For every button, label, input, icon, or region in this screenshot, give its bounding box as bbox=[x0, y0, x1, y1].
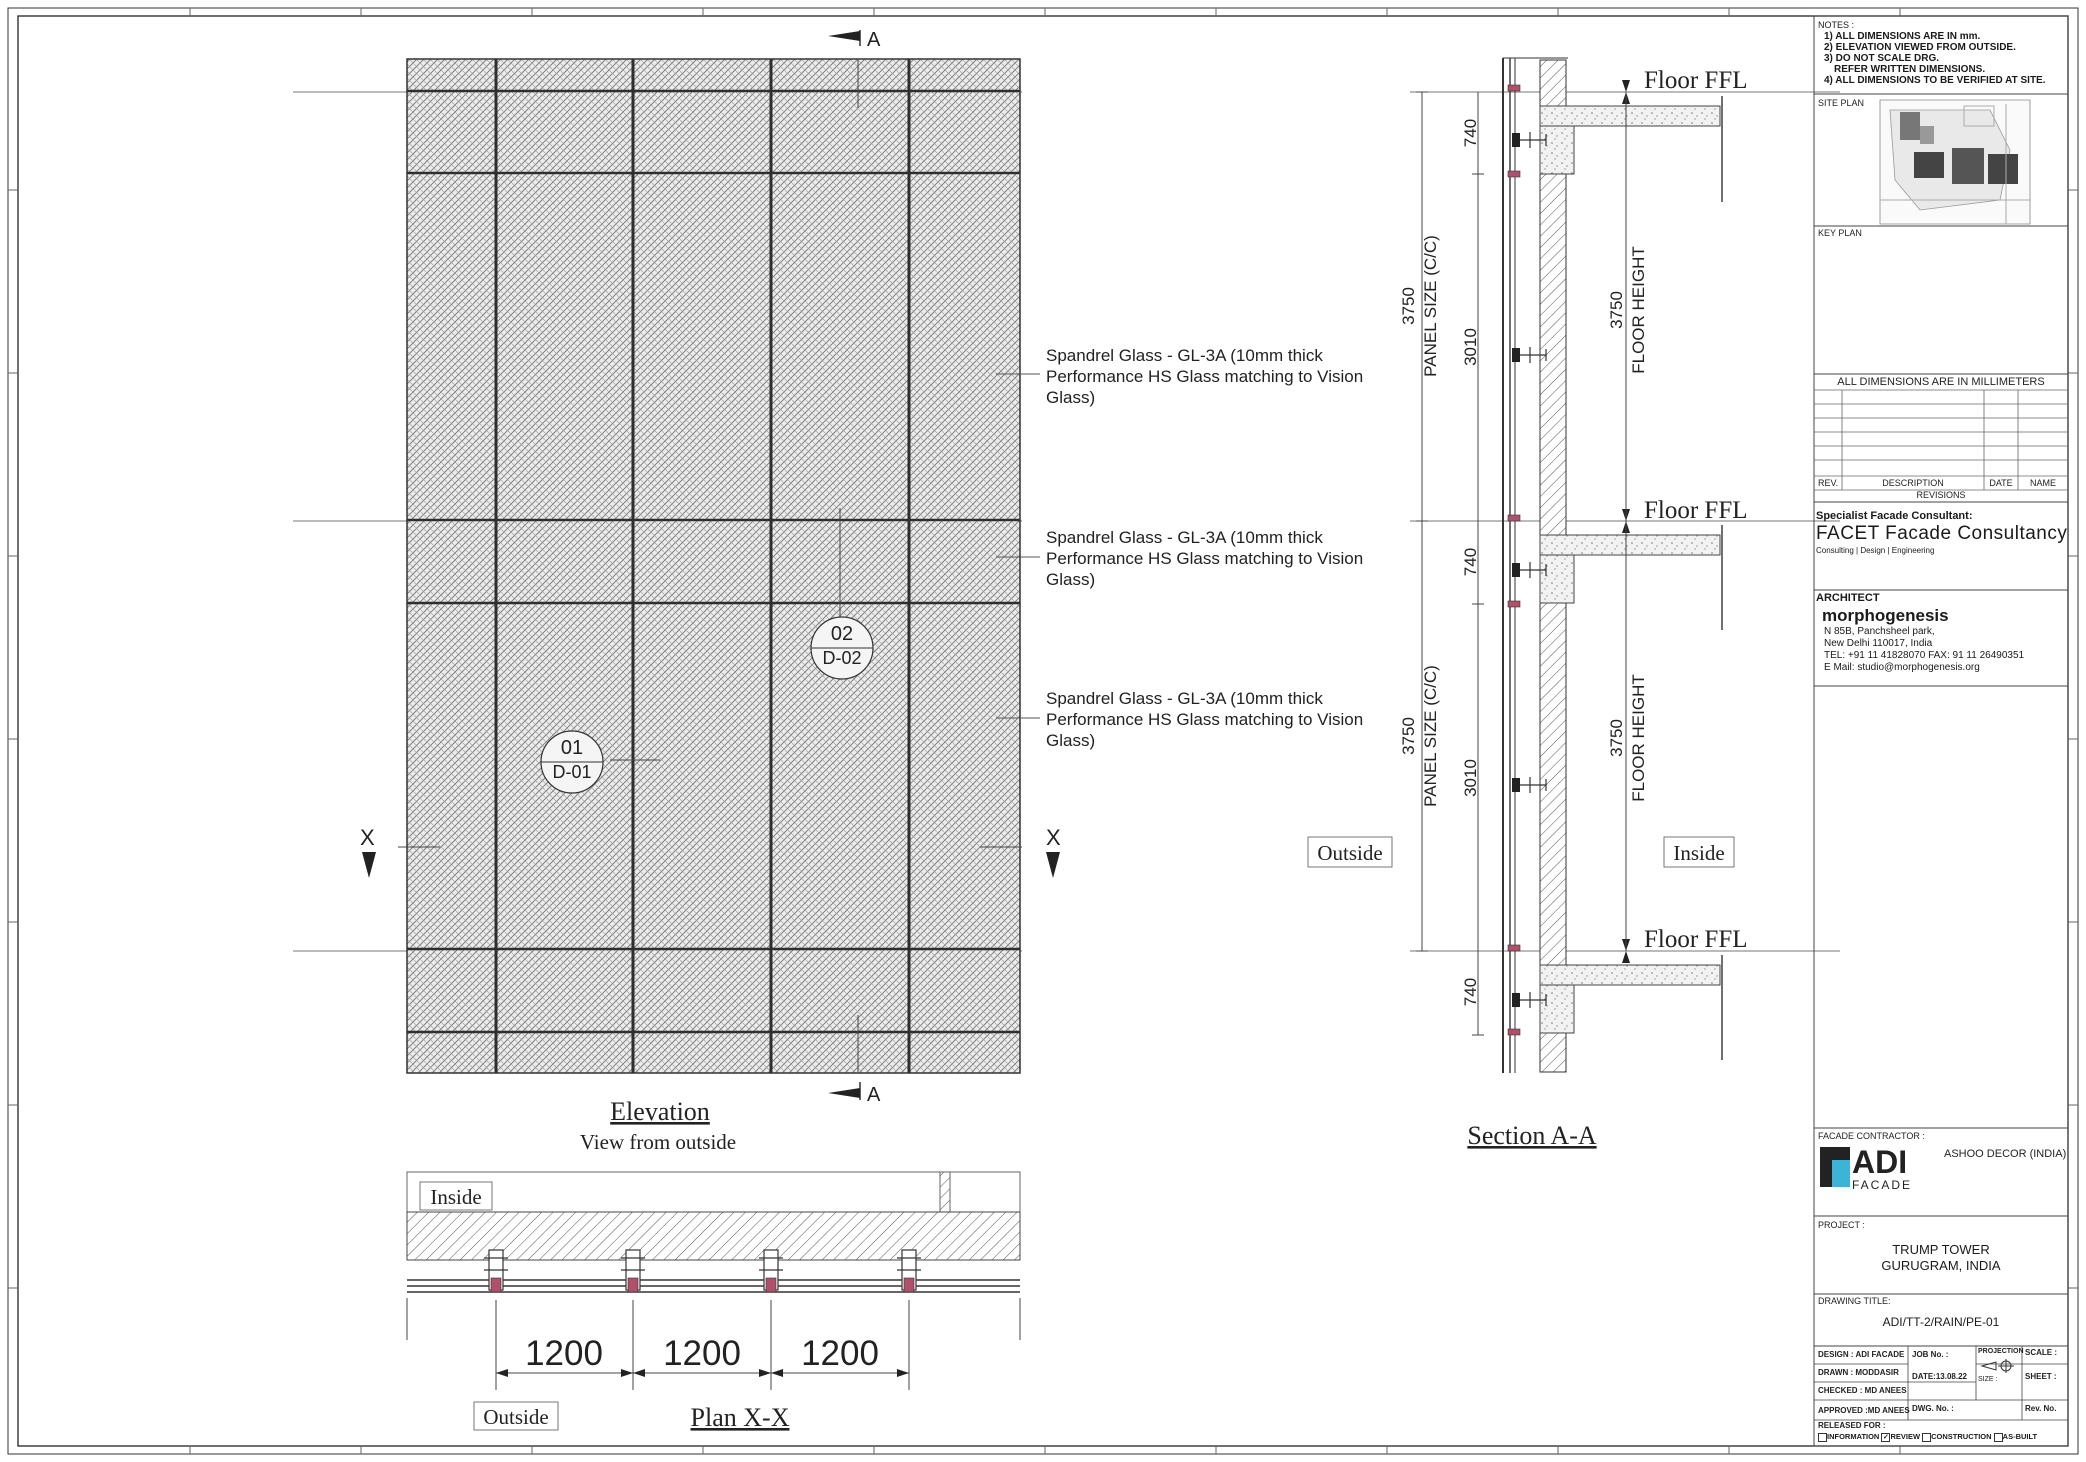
section-view bbox=[1308, 58, 1840, 1150]
release-option-label: AS-BUILT bbox=[2002, 1432, 2038, 1441]
drawing-title-label: DRAWING TITLE: bbox=[1818, 1296, 1891, 1306]
elevation-subtitle: View from outside bbox=[579, 1130, 737, 1154]
dim-floor-height: 3750 bbox=[1607, 291, 1626, 329]
key-plan-label: KEY PLAN bbox=[1818, 228, 1862, 238]
elevation-panel-field bbox=[407, 59, 1020, 1073]
release-checkbox-review[interactable]: ✓ bbox=[1883, 1433, 1889, 1441]
revisions-title: REVISIONS bbox=[1916, 490, 1966, 500]
signoff-drawn: DRAWN : MODDASIR bbox=[1818, 1368, 1899, 1377]
glass-note-line: Glass) bbox=[1046, 388, 1096, 407]
elevation-view bbox=[293, 29, 1363, 1154]
callout-reference: D-01 bbox=[552, 762, 592, 782]
note-item: 4) ALL DIMENSIONS TO BE VERIFIED AT SITE. bbox=[1824, 75, 2046, 86]
glass-note-line: Glass) bbox=[1046, 731, 1096, 750]
consultant-label: Specialist Facade Consultant: bbox=[1816, 510, 1973, 522]
signoff-sheet: SHEET : bbox=[2025, 1372, 2057, 1381]
drawing-title-value: ADI/TT-2/RAIN/PE-01 bbox=[1882, 1315, 2000, 1329]
dim-spandrel: 740 bbox=[1461, 118, 1480, 148]
release-checkbox-as-built[interactable] bbox=[1994, 1433, 2003, 1442]
section-title: Section A-A bbox=[1467, 1121, 1597, 1150]
architect-block bbox=[1816, 592, 2068, 674]
glass-note-2 bbox=[1046, 528, 1363, 589]
outside-label: Outside bbox=[1317, 841, 1383, 865]
signoff-design: DESIGN : ADI FACADE bbox=[1818, 1350, 1905, 1359]
detail-callout-01 bbox=[541, 731, 603, 793]
project-label: PROJECT : bbox=[1818, 1220, 1865, 1230]
signoff-job-no: JOB No. : bbox=[1912, 1350, 1949, 1359]
dim-floor-label: FLOOR HEIGHT bbox=[1629, 674, 1648, 802]
note-item: REFER WRITTEN DIMENSIONS. bbox=[1834, 64, 1986, 75]
notes-title: NOTES : bbox=[1818, 20, 1855, 30]
glass-note-line: Performance HS Glass matching to Vision bbox=[1046, 367, 1364, 386]
signoff-scale: SCALE : bbox=[2025, 1348, 2057, 1357]
plan-outside-label: Outside bbox=[483, 1405, 549, 1429]
section-a-marker-top bbox=[828, 29, 881, 51]
inside-label: Inside bbox=[1673, 841, 1725, 865]
dim-spandrel: 740 bbox=[1461, 977, 1480, 1007]
rev-header-rev: REV. bbox=[1818, 478, 1839, 488]
border-ticks bbox=[8, 8, 2078, 1454]
signoff-checked: CHECKED : MD ANEES bbox=[1818, 1386, 1907, 1395]
architect-line: E Mail: studio@morphogenesis.org bbox=[1824, 662, 1980, 673]
signoff-rev-no: Rev. No. bbox=[2025, 1404, 2057, 1413]
floor-slab bbox=[1540, 965, 1720, 1033]
release-checkbox-information[interactable] bbox=[1818, 1433, 1827, 1442]
section-marker-letter: A bbox=[867, 1084, 881, 1106]
glass-note-line: Spandrel Glass - GL-3A (10mm thick bbox=[1046, 689, 1323, 708]
floor-ffl-label: Floor FFL bbox=[1644, 497, 1748, 524]
architect-line: N 85B, Panchsheel park, bbox=[1824, 626, 1935, 637]
glass-note-line: Spandrel Glass - GL-3A (10mm thick bbox=[1046, 528, 1323, 547]
detail-callout-02 bbox=[811, 617, 873, 679]
signoff-date: DATE:13.08.22 bbox=[1912, 1372, 1967, 1381]
adi-logo-icon bbox=[1820, 1147, 1850, 1187]
section-a-marker-bottom bbox=[828, 1082, 881, 1106]
dim-floor-label: FLOOR HEIGHT bbox=[1629, 246, 1648, 374]
consultant-block bbox=[1816, 510, 2068, 555]
signoff-projection: PROJECTION bbox=[1978, 1348, 2024, 1355]
floor-slab bbox=[1540, 535, 1720, 603]
cut-x-marker-right bbox=[1046, 825, 1061, 878]
dim-panel-label: PANEL SIZE (C/C) bbox=[1421, 235, 1440, 377]
plan-spacing-dim: 1200 bbox=[663, 1334, 741, 1373]
release-option-label: CONSTRUCTION bbox=[1931, 1432, 1992, 1441]
callout-number: 02 bbox=[830, 623, 854, 645]
section-marker-letter: A bbox=[867, 29, 881, 51]
note-item: 2) ELEVATION VIEWED FROM OUTSIDE. bbox=[1824, 42, 2016, 53]
architect-line: TEL: +91 11 41828070 FAX: 91 11 26490351 bbox=[1824, 650, 2025, 661]
release-option-label: INFORMATION bbox=[1827, 1432, 1880, 1441]
dim-panel-size: 3750 bbox=[1399, 287, 1418, 325]
cut-marker-letter: X bbox=[360, 825, 375, 850]
plan-spacing-dim: 1200 bbox=[801, 1334, 879, 1373]
contractor-logo-text: ADI bbox=[1852, 1144, 1908, 1180]
dim-spandrel: 740 bbox=[1461, 547, 1480, 577]
glass-note-3 bbox=[1046, 689, 1363, 750]
project-line1: TRUMP TOWER bbox=[1892, 1242, 1990, 1257]
plan-spacing-dim: 1200 bbox=[525, 1334, 603, 1373]
projection-symbol-icon bbox=[1982, 1359, 2014, 1373]
notes-block bbox=[1818, 20, 2064, 86]
architect-label: ARCHITECT bbox=[1816, 592, 1880, 604]
signoff-approved: APPROVED :MD ANEES bbox=[1818, 1406, 1910, 1415]
glass-note-line: Glass) bbox=[1046, 570, 1096, 589]
plan-inside-label: Inside bbox=[430, 1185, 482, 1209]
units-note: ALL DIMENSIONS ARE IN MILLIMETERS bbox=[1837, 376, 2045, 388]
contractor-label: FACADE CONTRACTOR : bbox=[1818, 1131, 1925, 1141]
floor-ffl-label: Floor FFL bbox=[1644, 67, 1748, 94]
floor-ffl-label: Floor FFL bbox=[1644, 926, 1748, 953]
rev-header-date: DATE bbox=[1989, 478, 2013, 488]
note-item: 1) ALL DIMENSIONS ARE IN mm. bbox=[1824, 31, 1981, 42]
architect-line: New Delhi 110017, India bbox=[1824, 638, 1933, 649]
project-line2: GURUGRAM, INDIA bbox=[1881, 1258, 2001, 1273]
release-checkbox-construction[interactable] bbox=[1922, 1433, 1931, 1442]
signoff-dwg-no: DWG. No. : bbox=[1912, 1404, 1954, 1413]
revisions-table bbox=[1814, 390, 2068, 490]
consultant-tagline: Consulting | Design | Engineering bbox=[1816, 546, 1935, 555]
site-plan-thumbnail bbox=[1880, 100, 2030, 224]
consultant-name: FACET Facade Consultancy bbox=[1816, 523, 2068, 544]
callout-number: 01 bbox=[560, 737, 584, 759]
note-item: 3) DO NOT SCALE DRG. bbox=[1824, 53, 1940, 64]
dim-panel-label: PANEL SIZE (C/C) bbox=[1421, 665, 1440, 807]
rev-header-name: NAME bbox=[2029, 478, 2056, 488]
glass-note-1 bbox=[1046, 346, 1363, 407]
dim-panel-size: 3750 bbox=[1399, 717, 1418, 755]
rev-header-description: DESCRIPTION bbox=[1882, 478, 1944, 488]
signoff-size: SIZE : bbox=[1978, 1376, 1998, 1383]
floor-slab bbox=[1540, 106, 1720, 174]
elevation-title: Elevation bbox=[610, 1097, 710, 1126]
release-options bbox=[1818, 1432, 2068, 1442]
dim-vision: 3010 bbox=[1461, 759, 1480, 797]
release-option-label: REVIEW bbox=[1890, 1432, 1921, 1441]
glass-note-line: Performance HS Glass matching to Vision bbox=[1046, 549, 1364, 568]
released-for-label: RELEASED FOR : bbox=[1818, 1421, 1886, 1430]
sheet-border bbox=[8, 8, 2078, 1454]
glass-note-line: Spandrel Glass - GL-3A (10mm thick bbox=[1046, 346, 1323, 365]
cut-marker-letter: X bbox=[1046, 825, 1061, 850]
dim-floor-height: 3750 bbox=[1607, 719, 1626, 757]
dim-vision: 3010 bbox=[1461, 328, 1480, 366]
architect-name: morphogenesis bbox=[1822, 606, 1949, 625]
plan-title: Plan X-X bbox=[690, 1403, 790, 1432]
callout-reference: D-02 bbox=[822, 648, 862, 668]
contractor-company: ASHOO DECOR (INDIA) bbox=[1944, 1148, 2067, 1160]
cut-x-marker-left bbox=[360, 825, 376, 878]
glass-note-line: Performance HS Glass matching to Vision bbox=[1046, 710, 1364, 729]
contractor-logo-sub: FACADE bbox=[1852, 1178, 1913, 1192]
plan-view bbox=[407, 1172, 1020, 1432]
site-plan-label: SITE PLAN bbox=[1818, 98, 1865, 108]
